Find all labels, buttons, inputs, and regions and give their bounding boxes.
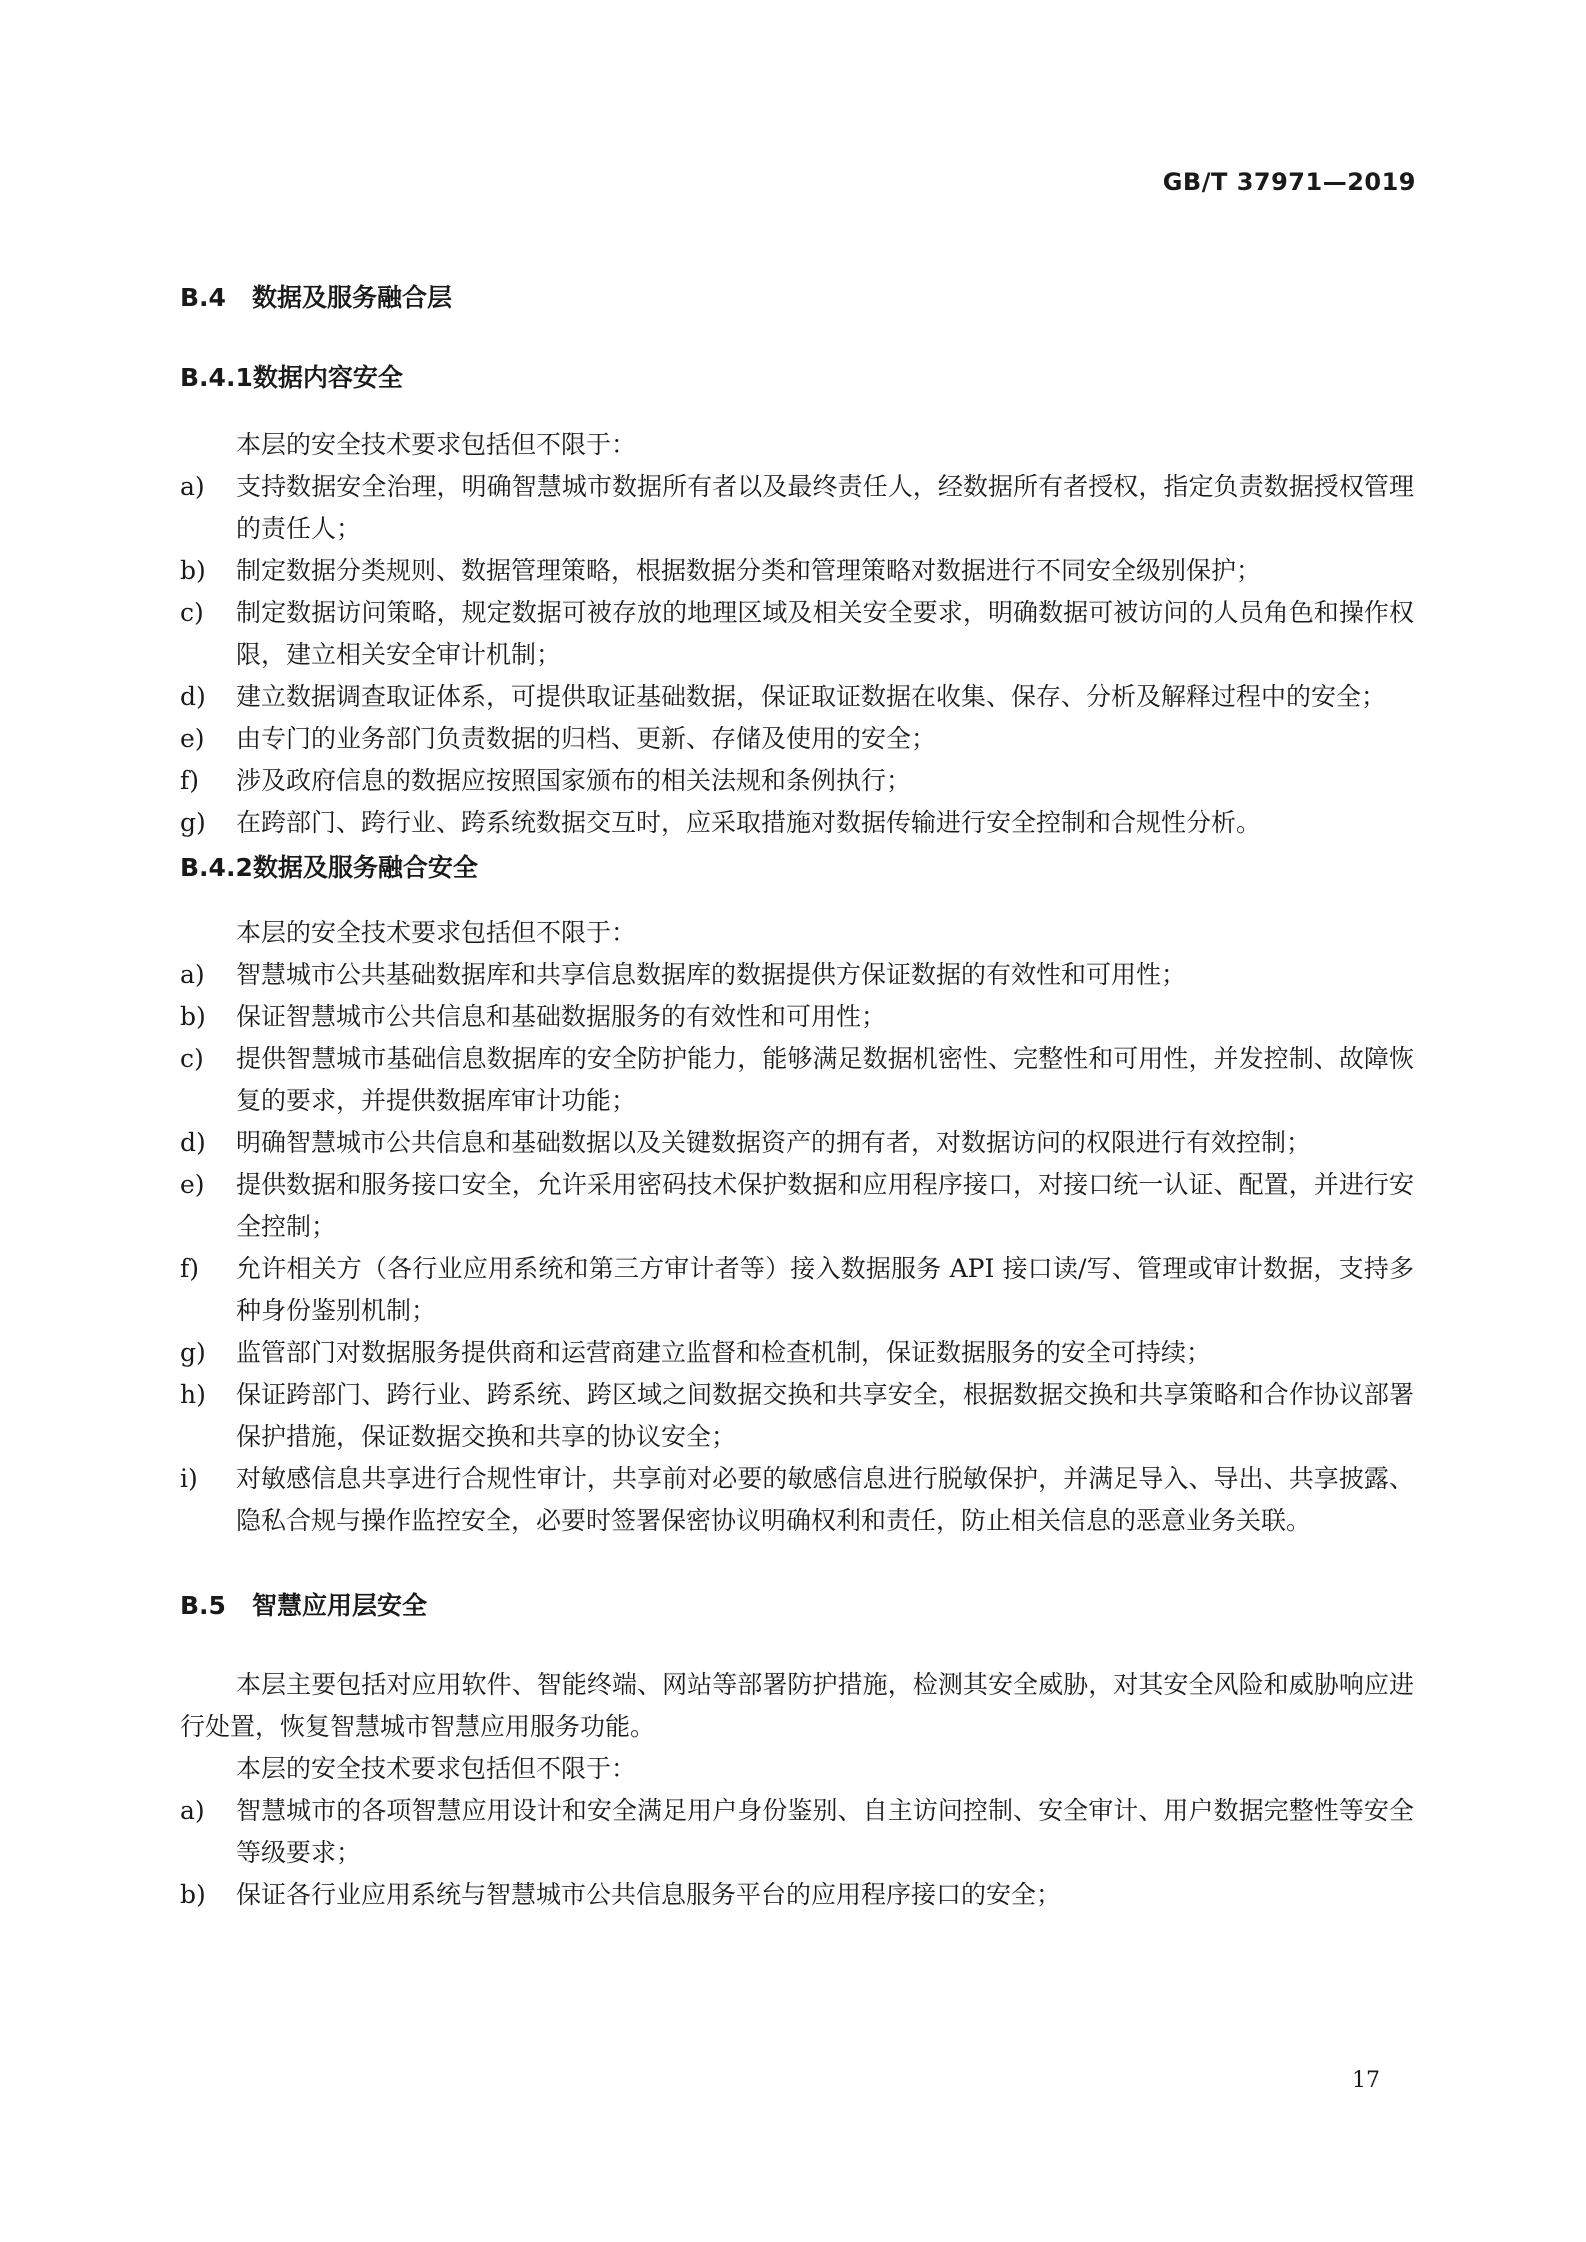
item-marker: a)	[180, 472, 205, 501]
list-item	[180, 1164, 1414, 1248]
item-marker: a)	[180, 1796, 205, 1825]
list-item	[180, 1374, 1414, 1458]
requirement-list-b41	[180, 466, 1414, 844]
requirement-list-b5	[180, 1790, 1414, 1916]
item-marker: i)	[180, 1464, 198, 1493]
list-item	[180, 954, 1414, 996]
item-text: 监管部门对数据服务提供商和运营商建立监督和检查机制，保证数据服务的安全可持续；	[236, 1338, 1212, 1367]
description-paragraph: 本层主要包括对应用软件、智能终端、网站等部署防护措施，检测其安全威胁，对其安全风险和威胁响应进行处置，恢复智慧城市智慧应用服务功能。	[180, 1670, 1414, 1741]
section-number: B.5	[180, 1591, 226, 1620]
list-item	[180, 466, 1414, 550]
item-marker: e)	[180, 1170, 205, 1199]
list-item	[180, 1790, 1414, 1874]
item-text: 保证智慧城市公共信息和基础数据服务的有效性和可用性；	[236, 1002, 887, 1031]
item-marker: d)	[180, 1128, 206, 1157]
intro-paragraph: 本层的安全技术要求包括但不限于：	[236, 1754, 637, 1783]
list-item	[180, 1874, 1414, 1916]
list-item	[180, 1458, 1414, 1542]
standard-number: GB/T 37971—2019	[1162, 168, 1416, 196]
list-item	[180, 592, 1414, 676]
list-item	[180, 802, 1414, 844]
item-text: 制定数据分类规则、数据管理策略，根据数据分类和管理策略对数据进行不同安全级别保护；	[236, 556, 1262, 585]
item-marker: f)	[180, 1254, 200, 1283]
section-heading-b4	[180, 278, 1414, 318]
item-text: 涉及政府信息的数据应按照国家颁布的相关法规和条例执行；	[236, 766, 912, 795]
intro-paragraph: 本层的安全技术要求包括但不限于：	[236, 918, 637, 947]
item-text: 对敏感信息共享进行合规性审计，共享前对必要的敏感信息进行脱敏保护，并满足导入、导出、共享披露、隐私合规与操作监控安全，必要时签署保密协议明确权利和责任，防止相关信息的恶意业务关联。	[236, 1464, 1414, 1535]
intro-paragraph: 本层的安全技术要求包括但不限于：	[236, 430, 637, 459]
list-item	[180, 1122, 1414, 1164]
item-marker: b)	[180, 556, 206, 585]
section-title: 智慧应用层安全	[252, 1591, 428, 1620]
page-content	[180, 278, 1414, 1916]
item-marker: g)	[180, 808, 206, 837]
item-text: 提供智慧城市基础信息数据库的安全防护能力，能够满足数据机密性、完整性和可用性，并发控制、故障恢复的要求，并提供数据库审计功能；	[236, 1044, 1414, 1115]
item-text: 明确智慧城市公共信息和基础数据以及关键数据资产的拥有者，对数据访问的权限进行有效控制；	[236, 1128, 1312, 1157]
section-heading-b42	[180, 848, 1414, 888]
list-item	[180, 1248, 1414, 1332]
item-marker: d)	[180, 682, 206, 711]
item-marker: f)	[180, 766, 200, 795]
item-text: 智慧城市公共基础数据库和共享信息数据库的数据提供方保证数据的有效性和可用性；	[236, 960, 1187, 989]
list-item	[180, 996, 1414, 1038]
item-marker: h)	[180, 1380, 206, 1409]
section-title: 数据及服务融合层	[252, 283, 453, 312]
list-item	[180, 1038, 1414, 1122]
section-number: B.4.1	[180, 363, 253, 392]
item-text: 保证跨部门、跨行业、跨系统、跨区域之间数据交换和共享安全，根据数据交换和共享策略和合作协议部署保护措施，保证数据交换和共享的协议安全；	[236, 1380, 1414, 1451]
item-marker: g)	[180, 1338, 206, 1367]
section-title: 数据内容安全	[252, 363, 403, 392]
item-text: 允许相关方（各行业应用系统和第三方审计者等）接入数据服务 API 接口读/写、管理或审计数据，支持多种身份鉴别机制；	[236, 1254, 1414, 1325]
section-heading-b41	[180, 358, 1414, 398]
item-text: 建立数据调查取证体系，可提供取证基础数据，保证取证数据在收集、保存、分析及解释过程中的安全；	[236, 682, 1387, 711]
item-marker: e)	[180, 724, 205, 753]
item-text: 制定数据访问策略，规定数据可被存放的地理区域及相关安全要求，明确数据可被访问的人员角色和操作权限，建立相关安全审计机制；	[236, 598, 1414, 669]
section-heading-b5	[180, 1586, 1414, 1626]
list-item	[180, 760, 1414, 802]
list-item	[180, 550, 1414, 592]
item-text: 提供数据和服务接口安全，允许采用密码技术保护数据和应用程序接口，对接口统一认证、配置，并进行安全控制；	[236, 1170, 1414, 1241]
section-number: B.4	[180, 283, 226, 312]
item-marker: b)	[180, 1002, 206, 1031]
section-number: B.4.2	[180, 853, 253, 882]
section-title: 数据及服务融合安全	[252, 853, 478, 882]
item-text: 在跨部门、跨行业、跨系统数据交互时，应采取措施对数据传输进行安全控制和合规性分析。	[236, 808, 1262, 837]
list-item	[180, 718, 1414, 760]
page-number: 17	[1352, 2068, 1380, 2093]
list-item	[180, 1332, 1414, 1374]
item-text: 保证各行业应用系统与智慧城市公共信息服务平台的应用程序接口的安全；	[236, 1880, 1062, 1909]
item-marker: c)	[180, 598, 204, 627]
requirement-list-b42	[180, 954, 1414, 1542]
item-marker: c)	[180, 1044, 204, 1073]
item-marker: a)	[180, 960, 205, 989]
item-text: 由专门的业务部门负责数据的归档、更新、存储及使用的安全；	[236, 724, 937, 753]
list-item	[180, 676, 1414, 718]
item-text: 支持数据安全治理，明确智慧城市数据所有者以及最终责任人，经数据所有者授权，指定负责数据授权管理的责任人；	[236, 472, 1414, 543]
item-text: 智慧城市的各项智慧应用设计和安全满足用户身份鉴别、自主访问控制、安全审计、用户数据完整性等安全等级要求；	[236, 1796, 1414, 1867]
item-marker: b)	[180, 1880, 206, 1909]
